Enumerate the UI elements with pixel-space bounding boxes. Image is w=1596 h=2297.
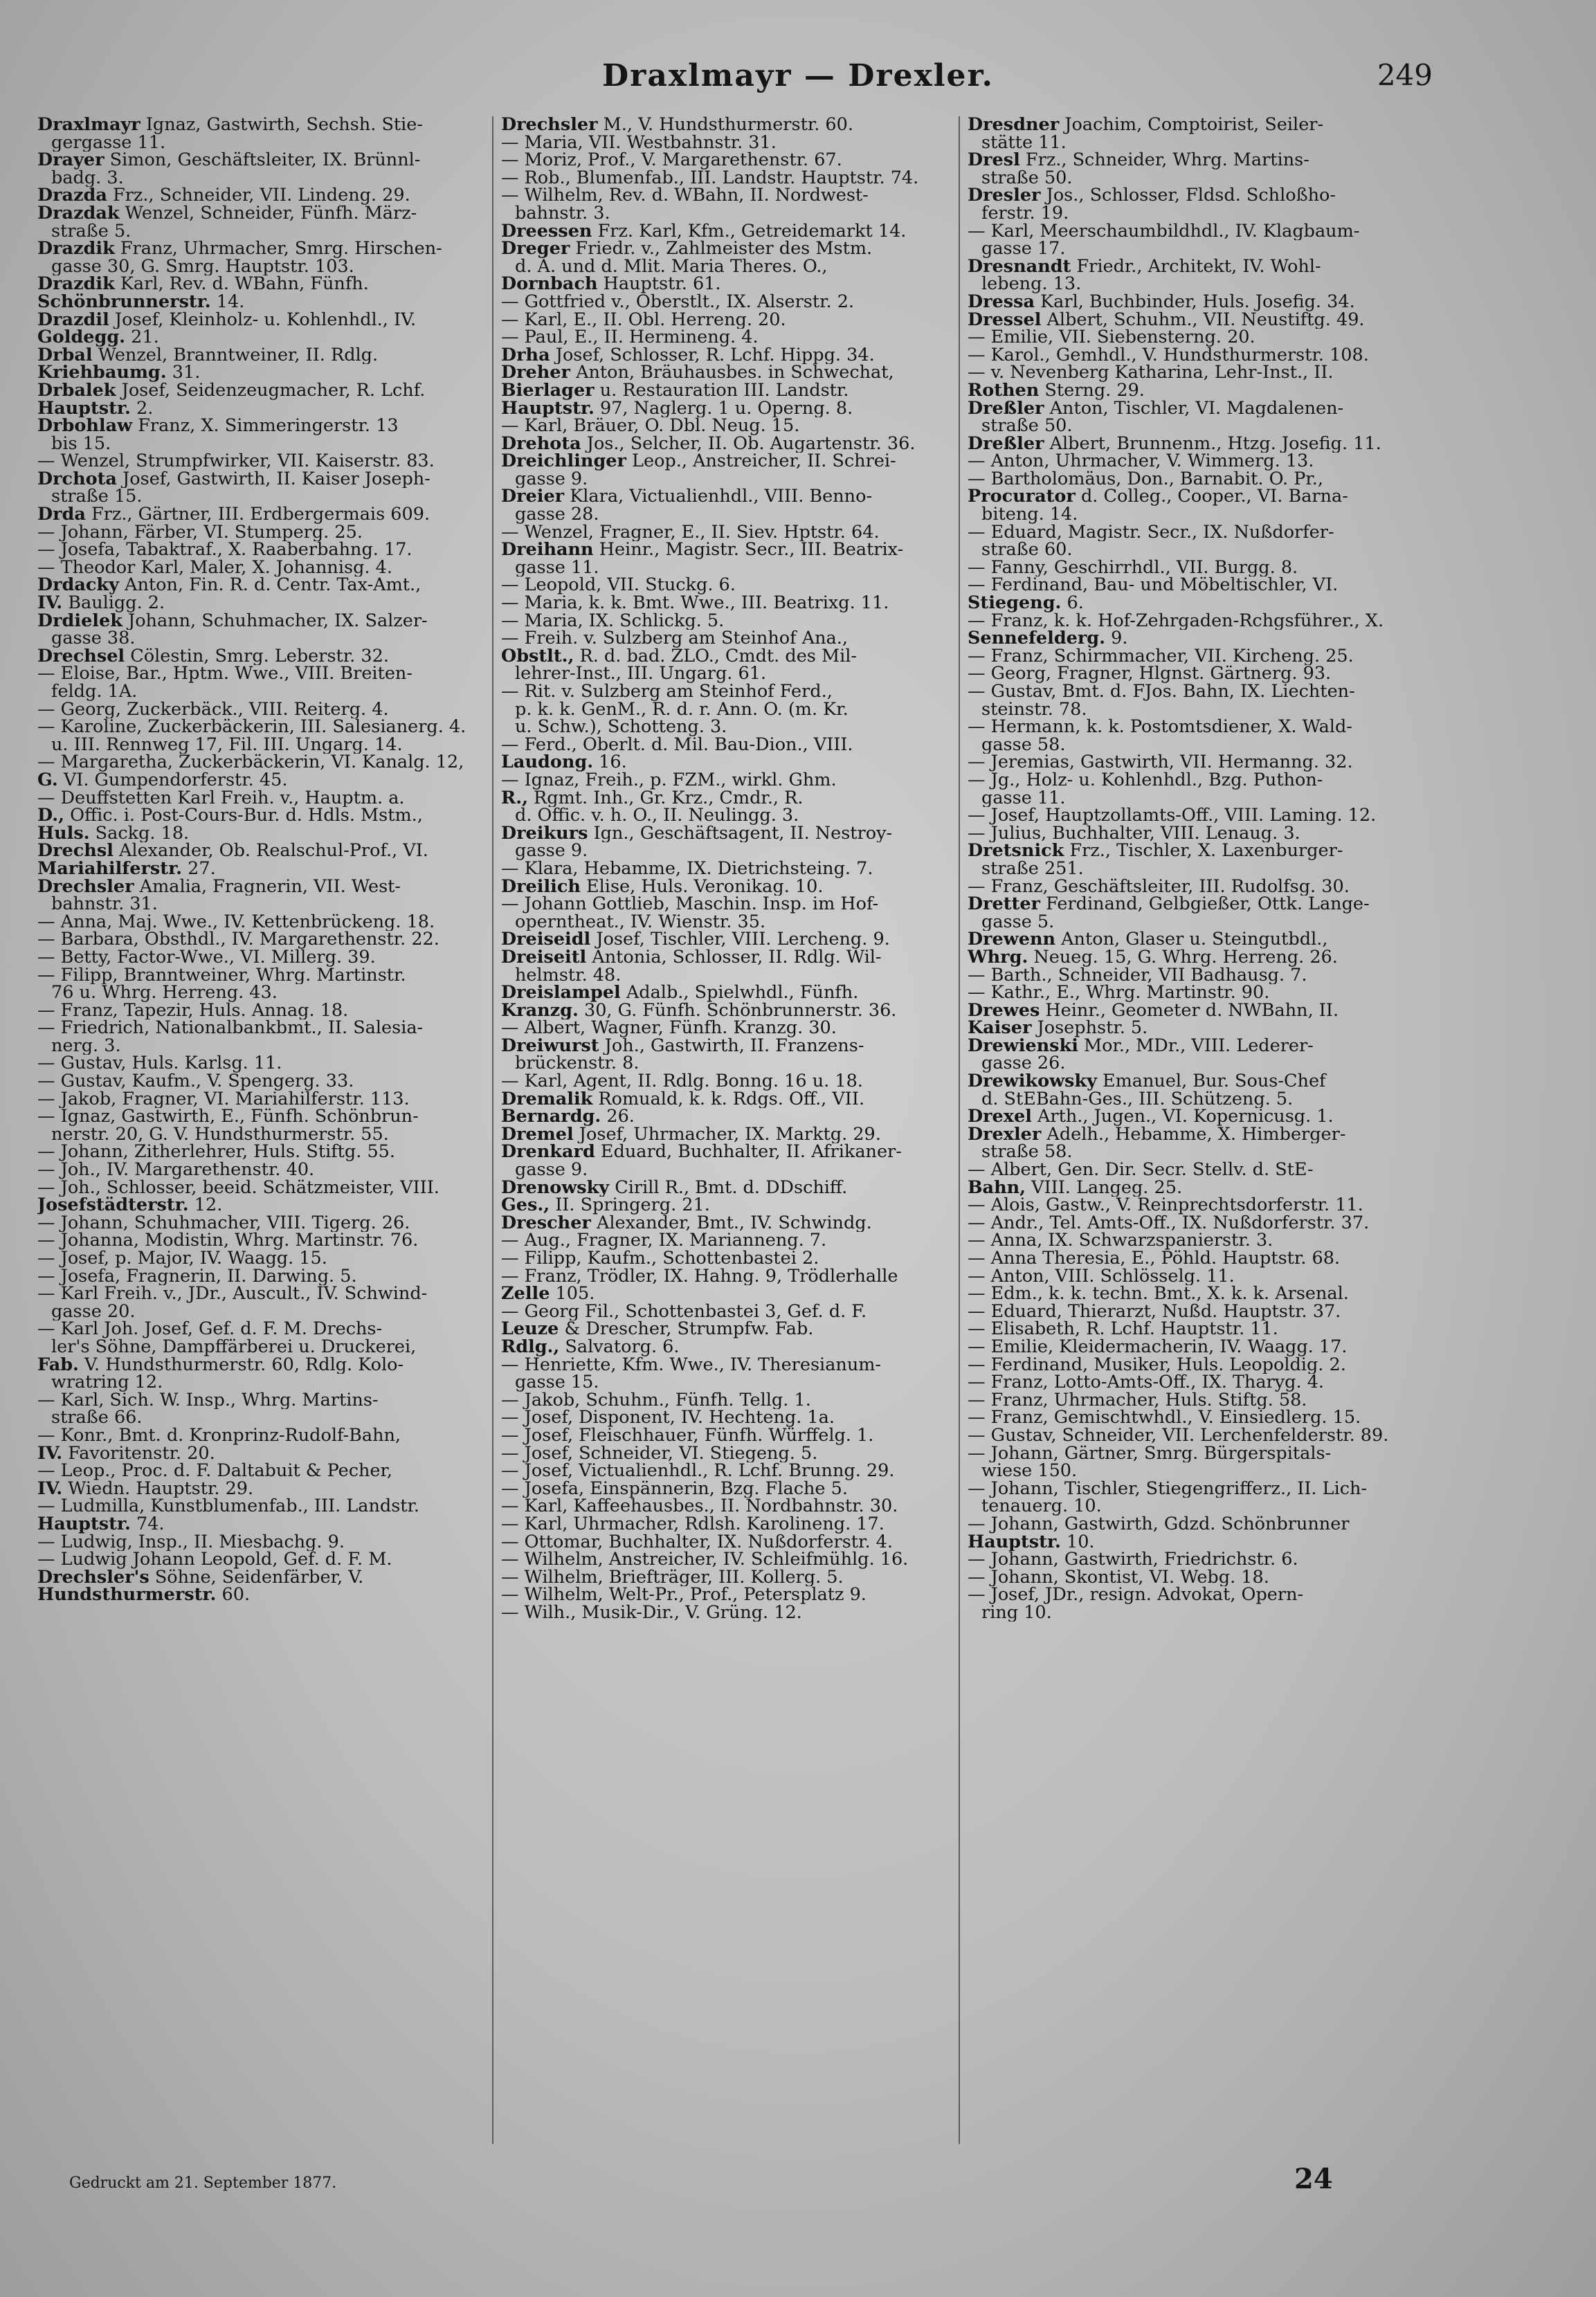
directory-line: — Karl, Bräuer, O. Dbl. Neug. 15. xyxy=(501,417,800,435)
directory-line: — Franz, Schirmmacher, VII. Kircheng. 25. xyxy=(968,647,1354,666)
directory-line: Drazdik Karl, Rev. d. WBahn, Fünfh. xyxy=(37,275,369,293)
directory-line: — Eduard, Thierarzt, Nußd. Hauptstr. 37. xyxy=(968,1302,1341,1321)
directory-line: Dreiwurst Joh., Gastwirth, II. Franzens- xyxy=(501,1037,864,1055)
directory-line: — Ferdinand, Musiker, Huls. Leopoldig. 2. xyxy=(968,1356,1346,1374)
directory-line: badg. 3. xyxy=(51,169,124,188)
directory-line: — Emilie, VII. Siebensterng. 20. xyxy=(968,329,1255,347)
directory-line: — Karl Freih. v., JDr., Auscult., IV. Schwind- xyxy=(37,1285,428,1303)
directory-line: — Josef, p. Major, IV. Waagg. 15. xyxy=(37,1250,327,1268)
directory-line: Drda Frz., Gärtner, III. Erdbergermais 609. xyxy=(37,506,430,524)
directory-line: Goldegg. 21. xyxy=(37,329,159,347)
directory-line: — Filipp, Kaufm., Schottenbastei 2. xyxy=(501,1250,819,1268)
directory-line: Kranzg. 30, G. Fünfh. Schönbrunnerstr. 36. xyxy=(501,1001,897,1020)
directory-line: — Wenzel, Strumpfwirker, VII. Kaiserstr. 83. xyxy=(37,453,435,471)
directory-line: — Karoline, Zuckerbäckerin, III. Salesianerg. 4. xyxy=(37,718,466,736)
directory-line: steinstr. 78. xyxy=(981,700,1087,719)
directory-line: Dreichlinger Leop., Anstreicher, II. Schrei- xyxy=(501,453,896,471)
directory-line: Drha Josef, Schlosser, R. Lchf. Hippg. 34. xyxy=(501,346,875,365)
directory-line: straße 50. xyxy=(981,169,1073,188)
directory-line: IV. Bauligg. 2. xyxy=(37,594,165,612)
directory-line: — Aug., Fragner, IX. Marianneng. 7. xyxy=(501,1232,827,1250)
directory-line: — Franz, Tapezir, Huls. Annag. 18. xyxy=(37,1001,349,1020)
directory-line: Laudong. 16. xyxy=(501,754,627,772)
directory-line: Schönbrunnerstr. 14. xyxy=(37,293,245,311)
directory-line: Drechsler's Söhne, Seidenfärber, V. xyxy=(37,1568,364,1587)
directory-line: d. Offic. v. h. O., II. Neulingg. 3. xyxy=(515,807,799,825)
directory-line: — Kathr., E., Whrg. Martinstr. 90. xyxy=(968,984,1270,1002)
directory-line: — Wilhelm, Briefträger, III. Kollerg. 5. xyxy=(501,1568,844,1587)
directory-line: — Albert, Wagner, Fünfh. Kranzg. 30. xyxy=(501,1019,837,1037)
directory-line: — Karol., Gemhdl., V. Hundsthurmerstr. 108. xyxy=(968,346,1369,365)
directory-line: Drechsler M., V. Hundsthurmerstr. 60. xyxy=(501,116,853,134)
directory-line: — Karl, Meerschaumbildhdl., IV. Klagbaum- xyxy=(968,222,1360,241)
directory-line: Drazdik Franz, Uhrmacher, Smrg. Hirschen- xyxy=(37,240,442,258)
directory-line: nerg. 3. xyxy=(51,1037,121,1055)
directory-column-1 xyxy=(37,116,487,1604)
directory-line: ler's Söhne, Dampffärberei u. Druckerei, xyxy=(51,1338,417,1356)
directory-line: — Wilhelm, Anstreicher, IV. Schleifmühlg. 16. xyxy=(501,1551,909,1569)
directory-line: Hundsthurmerstr. 60. xyxy=(37,1586,251,1604)
directory-line: Dreßler Albert, Brunnenm., Htzg. Josefig. 11. xyxy=(968,435,1381,453)
directory-line: lebeng. 13. xyxy=(981,275,1082,293)
directory-line: — Rit. v. Sulzberg am Steinhof Ferd., xyxy=(501,683,833,701)
directory-line: Dretter Ferdinand, Gelbgießer, Ottk. Lange- xyxy=(968,896,1370,914)
directory-line: tenauerg. 10. xyxy=(981,1498,1102,1516)
directory-line: straße 5. xyxy=(51,222,132,241)
directory-line: gergasse 11. xyxy=(51,134,166,152)
directory-line: — Georg, Zuckerbäck., VIII. Reiterg. 4. xyxy=(37,700,389,719)
directory-line: Hauptstr. 2. xyxy=(37,399,154,418)
directory-line: Rothen Sterng. 29. xyxy=(968,381,1145,400)
directory-line: Rdlg., Salvatorg. 6. xyxy=(501,1338,680,1356)
directory-line: Hauptstr. 74. xyxy=(37,1515,165,1534)
directory-line: Leuze & Drescher, Strumpfw. Fab. xyxy=(501,1320,814,1338)
directory-line: — Josef, Victualienhdl., R. Lchf. Brunng. 29. xyxy=(501,1462,895,1480)
directory-line: — Josefa, Tabaktraf., X. Raaberbahng. 17. xyxy=(37,541,412,559)
directory-line: Dreihann Heinr., Magistr. Secr., III. Beatrix- xyxy=(501,541,904,559)
directory-line: bahnstr. 3. xyxy=(515,204,610,223)
directory-line: — Karl, Agent, II. Rdlg. Bonng. 16 u. 18. xyxy=(501,1073,863,1091)
directory-line: — Fanny, Geschirrhdl., VII. Burgg. 8. xyxy=(968,559,1298,577)
directory-line: Drewikowsky Emanuel, Bur. Sous-Chef xyxy=(968,1073,1326,1091)
directory-line: — Wilhelm, Welt-Pr., Prof., Petersplatz 9. xyxy=(501,1586,867,1604)
directory-line: — Johanna, Modistin, Whrg. Martinstr. 76. xyxy=(37,1232,419,1250)
directory-line: — Franz, Lotto-Amts-Off., IX. Tharyg. 4. xyxy=(968,1374,1325,1392)
directory-line: Dreier Klara, Victualienhdl., VIII. Benno- xyxy=(501,488,873,507)
directory-line: Dreher Anton, Bräuhausbes. in Schwechat, xyxy=(501,364,894,382)
directory-column-2 xyxy=(501,116,951,1622)
directory-line: — Karl, Uhrmacher, Rdlsh. Karolineng. 17. xyxy=(501,1515,885,1534)
directory-line: — Leop., Proc. d. F. Daltabuit & Pecher, xyxy=(37,1462,392,1480)
directory-line: — Johann, Gastwirth, Gdzd. Schönbrunner xyxy=(968,1515,1350,1534)
directory-line: — Gottfried v., Oberstlt., IX. Alserstr. 2. xyxy=(501,293,855,311)
page-header xyxy=(0,54,1596,116)
directory-line: Dreger Friedr. v., Zahlmeister des Mstm. xyxy=(501,240,873,258)
directory-line: straße 15. xyxy=(51,488,143,507)
directory-line: gasse 5. xyxy=(981,913,1055,932)
directory-line: Bahn, VIII. Langeg. 25. xyxy=(968,1179,1183,1197)
directory-line: — Anton, VIII. Schlösselg. 11. xyxy=(968,1267,1235,1286)
directory-line: wratring 12. xyxy=(51,1374,163,1392)
directory-line: — Georg Fil., Schottenbastei 3, Gef. d. F. xyxy=(501,1302,867,1321)
directory-line: u. III. Rennweg 17, Fil. III. Ungarg. 14. xyxy=(51,736,403,754)
directory-line: Ges., II. Springerg. 21. xyxy=(501,1197,710,1215)
page-title: Draxlmayr — Drexler. xyxy=(602,58,994,93)
directory-line: Dresl Frz., Schneider, Whrg. Martins- xyxy=(968,152,1309,170)
directory-line: — Ignaz, Freih., p. FZM., wirkl. Ghm. xyxy=(501,771,837,790)
directory-line: d. A. und d. Mlit. Maria Theres. O., xyxy=(515,257,828,276)
directory-line: — Anna, IX. Schwarzspanierstr. 3. xyxy=(968,1232,1273,1250)
directory-line: — Konr., Bmt. d. Kronprinz-Rudolf-Bahn, xyxy=(37,1426,401,1445)
directory-line: — Josef, Schneider, VI. Stiegeng. 5. xyxy=(501,1444,818,1463)
directory-line: — Karl, Sich. W. Insp., Whrg. Martins- xyxy=(37,1391,379,1410)
directory-line: Stiegeng. 6. xyxy=(968,594,1084,612)
directory-line: — Josefa, Fragnerin, II. Darwing. 5. xyxy=(37,1267,357,1286)
directory-line: Dreßler Anton, Tischler, VI. Magdalenen- xyxy=(968,399,1344,418)
directory-line: gasse 11. xyxy=(515,559,599,577)
directory-line: — Franz, k. k. Hof-Zehrgaden-Rchgsführer., X. xyxy=(968,612,1384,630)
column-divider xyxy=(492,116,493,2144)
directory-line: gasse 26. xyxy=(981,1055,1066,1073)
directory-line: — Franz, Trödler, IX. Hahng. 9, Trödlerhalle xyxy=(501,1267,898,1286)
directory-line: — Johann, Skontist, VI. Webg. 18. xyxy=(968,1568,1269,1587)
directory-line: — Betty, Factor-Wwe., VI. Millerg. 39. xyxy=(37,948,376,967)
directory-line: Drexler Adelh., Hebamme, X. Himberger- xyxy=(968,1125,1346,1144)
directory-line: — Henriette, Kfm. Wwe., IV. Theresianum- xyxy=(501,1356,882,1374)
print-date-note: Gedruckt am 21. September 1877. xyxy=(69,2175,337,2192)
directory-line: — Johann, Gastwirth, Friedrichstr. 6. xyxy=(968,1551,1298,1569)
directory-line: Kaiser Josephstr. 5. xyxy=(968,1019,1148,1037)
directory-line: — Paul, E., II. Hermineng. 4. xyxy=(501,329,759,347)
directory-line: — Ferd., Oberlt. d. Mil. Bau-Dion., VIII. xyxy=(501,736,853,754)
directory-line: Dornbach Hauptstr. 61. xyxy=(501,275,721,293)
directory-line: Dreiseidl Josef, Tischler, VIII. Lercheng. 9. xyxy=(501,931,890,949)
page-number: 249 xyxy=(1377,58,1433,92)
directory-line: — Karl, Kaffeehausbes., II. Nordbahnstr. 30. xyxy=(501,1498,898,1516)
directory-line: Drenowsky Cirill R., Bmt. d. DDschiff. xyxy=(501,1179,848,1197)
directory-line: wiese 150. xyxy=(981,1462,1078,1480)
directory-line: bahnstr. 31. xyxy=(51,896,158,914)
directory-line: gasse 17. xyxy=(981,240,1066,258)
directory-line: — Anna Theresia, E., Pöhld. Hauptstr. 68. xyxy=(968,1250,1341,1268)
directory-line: — v. Nevenberg Katharina, Lehr-Inst., II. xyxy=(968,364,1334,382)
directory-line: helmstr. 48. xyxy=(515,966,622,985)
directory-line: operntheat., IV. Wienstr. 35. xyxy=(515,913,766,932)
directory-line: — Alois, Gastw., V. Reinprechtsdorferstr. 11. xyxy=(968,1197,1363,1215)
directory-line: D., Offic. i. Post-Cours-Bur. d. Hdls. Mstm., xyxy=(37,807,423,825)
directory-line: Drbal Wenzel, Branntweiner, II. Rdlg. xyxy=(37,346,379,365)
directory-line: — Freih. v. Sulzberg am Steinhof Ana., xyxy=(501,630,848,648)
directory-line: Bernardg. 26. xyxy=(501,1108,635,1126)
directory-line: — Julius, Buchhalter, VIII. Lenaug. 3. xyxy=(968,824,1300,843)
directory-line: Huls. Sackg. 18. xyxy=(37,824,190,843)
directory-line: Dresler Jos., Schlosser, Fldsd. Schloßho- xyxy=(968,187,1336,205)
directory-line: gasse 9. xyxy=(515,842,588,860)
directory-line: Drdielek Johann, Schuhmacher, IX. Salzer- xyxy=(37,612,428,630)
directory-line: Drechsel Cölestin, Smrg. Leberstr. 32. xyxy=(37,647,389,666)
directory-line: — Wenzel, Fragner, E., II. Siev. Hptstr. 64. xyxy=(501,523,880,542)
directory-line: — Albert, Gen. Dir. Secr. Stellv. d. StE- xyxy=(968,1161,1314,1179)
directory-line: Josefstädterstr. 12. xyxy=(37,1197,223,1215)
directory-line: — Ferdinand, Bau- und Möbeltischler, VI. xyxy=(968,576,1339,595)
directory-line: ferstr. 19. xyxy=(981,204,1069,223)
directory-line: — Josefa, Einspännerin, Bzg. Flache 5. xyxy=(501,1480,848,1498)
directory-line: — Barth., Schneider, VII Badhausg. 7. xyxy=(968,966,1307,985)
directory-line: — Ludmilla, Kunstblumenfab., III. Landstr. xyxy=(37,1498,420,1516)
directory-line: straße 60. xyxy=(981,541,1073,559)
directory-line: — Karl Joh. Josef, Gef. d. F. M. Drechs- xyxy=(37,1320,383,1338)
directory-line: — Jakob, Schuhm., Fünfh. Tellg. 1. xyxy=(501,1391,811,1410)
directory-line: — Johann, Tischler, Stiegengrifferz., II. Lich- xyxy=(968,1480,1368,1498)
directory-line: — Karl, E., II. Obl. Herreng. 20. xyxy=(501,311,786,329)
directory-line: — Barbara, Obsthdl., IV. Margarethenstr. 22. xyxy=(37,931,439,949)
directory-line: — Emilie, Kleidermacherin, IV. Waagg. 17. xyxy=(968,1338,1348,1356)
directory-line: — Johann, Schuhmacher, VIII. Tigerg. 26. xyxy=(37,1214,410,1233)
directory-line: — Franz, Uhrmacher, Huls. Stiftg. 58. xyxy=(968,1391,1307,1410)
directory-line: gasse 58. xyxy=(981,736,1066,754)
directory-line: Dremalik Romuald, k. k. Rdgs. Off., VII. xyxy=(501,1090,865,1109)
directory-line: Drayer Simon, Geschäftsleiter, IX. Brünnl- xyxy=(37,152,421,170)
directory-line: lehrer-Inst., III. Ungarg. 61. xyxy=(515,665,767,683)
directory-line: — Johann, Zitherlehrer, Huls. Stiftg. 55. xyxy=(37,1143,395,1162)
directory-line: — Ludwig, Insp., II. Miesbachg. 9. xyxy=(37,1533,345,1552)
directory-line: Obstlt., R. d. bad. ZLO., Cmdt. des Mil- xyxy=(501,647,858,666)
directory-line: Drewienski Mor., MDr., VIII. Lederer- xyxy=(968,1037,1314,1055)
directory-line: Dremel Josef, Uhrmacher, IX. Marktg. 29. xyxy=(501,1125,881,1144)
directory-line: — Georg, Fragner, Hlgnst. Gärtnerg. 93. xyxy=(968,665,1332,683)
directory-line: IV. Favoritenstr. 20. xyxy=(37,1444,215,1463)
directory-line: — Maria, IX. Schlickg. 5. xyxy=(501,612,725,630)
directory-line: gasse 15. xyxy=(515,1374,599,1392)
directory-line: Drdacky Anton, Fin. R. d. Centr. Tax-Amt., xyxy=(37,576,421,595)
directory-line: gasse 9. xyxy=(515,1161,588,1179)
directory-line: stätte 11. xyxy=(981,134,1067,152)
directory-line: — Gustav, Bmt. d. FJos. Bahn, IX. Liechten- xyxy=(968,683,1355,701)
directory-line: gasse 30, G. Smrg. Hauptstr. 103. xyxy=(51,257,354,276)
directory-line: gasse 9. xyxy=(515,470,588,489)
directory-line: Dreislampel Adalb., Spielwhdl., Fünfh. xyxy=(501,984,859,1002)
directory-line: — Maria, VII. Westbahnstr. 31. xyxy=(501,134,777,152)
directory-line: — Jakob, Fragner, VI. Mariahilferstr. 113. xyxy=(37,1090,410,1109)
directory-line: bis 15. xyxy=(51,435,111,453)
directory-line: Dretsnick Frz., Tischler, X. Laxenburger- xyxy=(968,842,1343,860)
directory-line: ring 10. xyxy=(981,1604,1052,1622)
directory-line: p. k. k. GenM., R. d. r. Ann. O. (m. Kr. xyxy=(515,700,849,719)
directory-line: u. Schw.), Schotteng. 3. xyxy=(515,718,727,736)
directory-column-3 xyxy=(968,116,1417,1622)
directory-line: — Jeremias, Gastwirth, VII. Hermanng. 32. xyxy=(968,754,1353,772)
directory-line: Dreilich Elise, Huls. Veronikag. 10. xyxy=(501,878,824,896)
directory-line: Drenkard Eduard, Buchhalter, II. Afrikaner- xyxy=(501,1143,902,1162)
directory-line: brückenstr. 8. xyxy=(515,1055,640,1073)
directory-line: R., Rgmt. Inh., Gr. Krz., Cmdr., R. xyxy=(501,789,804,808)
directory-line: — Josef, Fleischhauer, Fünfh. Würffelg. 1. xyxy=(501,1426,874,1445)
directory-line: 76 u. Whrg. Herreng. 43. xyxy=(51,984,278,1002)
directory-line: feldg. 1A. xyxy=(51,683,138,701)
directory-line: — Hermann, k. k. Postomtsdiener, X. Wald- xyxy=(968,718,1352,736)
directory-line: gasse 38. xyxy=(51,630,136,648)
directory-line: Drexel Arth., Jugen., VI. Kopernicusg. 1. xyxy=(968,1108,1334,1126)
directory-line: — Ludwig Johann Leopold, Gef. d. F. M. xyxy=(37,1551,392,1569)
directory-line: Drewenn Anton, Glaser u. Steingutbdl., xyxy=(968,931,1328,949)
directory-line: — Anna, Maj. Wwe., IV. Kettenbrückeng. 18. xyxy=(37,913,435,932)
directory-line: Hauptstr. 10. xyxy=(968,1533,1095,1552)
directory-line: — Gustav, Kaufm., V. Spengerg. 33. xyxy=(37,1073,354,1091)
directory-line: — Eloise, Bar., Hptm. Wwe., VIII. Breiten- xyxy=(37,665,412,683)
directory-line: — Gustav, Huls. Karlsg. 11. xyxy=(37,1055,282,1073)
directory-line: — Bartholomäus, Don., Barnabit. O. Pr., xyxy=(968,470,1323,489)
directory-line: — Franz, Geschäftsleiter, III. Rudolfsg. 30. xyxy=(968,878,1350,896)
directory-line: Drazdil Josef, Kleinholz- u. Kohlenhdl., IV. xyxy=(37,311,417,329)
directory-line: — Johann, Färber, VI. Stumperg. 25. xyxy=(37,523,363,542)
directory-line: Draxlmayr Ignaz, Gastwirth, Sechsh. Stie- xyxy=(37,116,424,134)
directory-line: Drechsler Amalia, Fragnerin, VII. West- xyxy=(37,878,401,896)
directory-line: — Theodor Karl, Maler, X. Johannisg. 4. xyxy=(37,559,392,577)
directory-line: — Maria, k. k. Bmt. Wwe., III. Beatrixg. 11. xyxy=(501,594,889,612)
directory-line: Drehota Jos., Selcher, II. Ob. Augartenstr. 36. xyxy=(501,435,916,453)
directory-line: — Jg., Holz- u. Kohlenhdl., Bzg. Puthon- xyxy=(968,771,1323,790)
directory-line: Drewes Heinr., Geometer d. NWBahn, II. xyxy=(968,1001,1339,1020)
directory-line: Procurator d. Colleg., Cooper., VI. Barna- xyxy=(968,488,1348,507)
directory-line: — Ottomar, Buchhalter, IX. Nußdorferstr. 4. xyxy=(501,1533,893,1552)
directory-line: Dreikurs Ign., Geschäftsagent, II. Nestroy- xyxy=(501,824,893,843)
directory-line: nerstr. 20, G. V. Hundsthurmerstr. 55. xyxy=(51,1125,389,1144)
directory-line: — Edm., k. k. techn. Bmt., X. k. k. Arsenal. xyxy=(968,1285,1349,1303)
directory-line: — Rob., Blumenfab., III. Landstr. Hauptstr. 74. xyxy=(501,169,919,188)
directory-line: Bierlager u. Restauration III. Landstr. xyxy=(501,381,849,400)
directory-line: straße 66. xyxy=(51,1409,143,1427)
directory-line: G. VI. Gumpendorferstr. 45. xyxy=(37,771,288,790)
directory-line: — Elisabeth, R. Lchf. Hauptstr. 11. xyxy=(968,1320,1278,1338)
directory-line: Drazdak Wenzel, Schneider, Fünfh. März- xyxy=(37,204,417,223)
directory-line: — Josef, JDr., resign. Advokat, Opern- xyxy=(968,1586,1304,1604)
directory-line: — Gustav, Schneider, VII. Lerchenfelderstr. 89. xyxy=(968,1426,1389,1445)
directory-line: Dreessen Frz. Karl, Kfm., Getreidemarkt 14. xyxy=(501,222,907,241)
directory-line: — Leopold, VII. Stuckg. 6. xyxy=(501,576,736,595)
directory-line: Drescher Alexander, Bmt., IV. Schwindg. xyxy=(501,1214,872,1233)
directory-line: — Klara, Hebamme, IX. Dietrichsteing. 7. xyxy=(501,860,873,878)
directory-line: Dresdner Joachim, Comptoirist, Seiler- xyxy=(968,116,1324,134)
directory-line: Dressa Karl, Buchbinder, Huls. Josefig. 34. xyxy=(968,293,1355,311)
directory-line: Drechsl Alexander, Ob. Realschul-Prof., VI. xyxy=(37,842,428,860)
directory-line: Dreiseitl Antonia, Schlosser, II. Rdlg. Wil- xyxy=(501,948,882,967)
directory-line: — Franz, Gemischtwhdl., V. Einsiedlerg. 15. xyxy=(968,1409,1361,1427)
directory-line: — Joh., Schlosser, beeid. Schätzmeister, VIII. xyxy=(37,1179,439,1197)
directory-line: — Friedrich, Nationalbankbmt., II. Salesia- xyxy=(37,1019,424,1037)
directory-line: biteng. 14. xyxy=(981,506,1078,524)
directory-line: — Moriz, Prof., V. Margarethenstr. 67. xyxy=(501,152,842,170)
directory-line: Zelle 105. xyxy=(501,1285,595,1303)
directory-line: — Josef, Disponent, IV. Hechteng. 1a. xyxy=(501,1409,835,1427)
directory-line: Drazda Frz., Schneider, VII. Lindeng. 29. xyxy=(37,187,410,205)
column-divider xyxy=(959,116,960,2144)
directory-line: straße 251. xyxy=(981,860,1084,878)
directory-line: Kriehbaumg. 31. xyxy=(37,364,201,382)
signature-number: 24 xyxy=(1294,2163,1333,2195)
directory-line: — Johann Gottlieb, Maschin. Insp. im Hof- xyxy=(501,896,879,914)
directory-line: — Deuffstetten Karl Freih. v., Hauptm. a. xyxy=(37,789,405,808)
directory-line: — Wilh., Musik-Dir., V. Grüng. 12. xyxy=(501,1604,802,1622)
directory-line: Dresnandt Friedr., Architekt, IV. Wohl- xyxy=(968,257,1321,276)
directory-line: — Joh., IV. Margarethenstr. 40. xyxy=(37,1161,315,1179)
directory-line: IV. Wiedn. Hauptstr. 29. xyxy=(37,1480,254,1498)
directory-line: — Andr., Tel. Amts-Off., IX. Nußdorferstr. 37. xyxy=(968,1214,1370,1233)
directory-line: straße 58. xyxy=(981,1143,1073,1162)
directory-line: Fab. V. Hundsthurmerstr. 60, Rdlg. Kolo- xyxy=(37,1356,404,1374)
directory-line: Drbalek Josef, Seidenzeugmacher, R. Lchf. xyxy=(37,381,426,400)
directory-line: — Margaretha, Zuckerbäckerin, VI. Kanalg. 12, xyxy=(37,754,464,772)
directory-line: — Anton, Uhrmacher, V. Wimmerg. 13. xyxy=(968,453,1314,471)
directory-line: — Wilhelm, Rev. d. WBahn, II. Nordwest- xyxy=(501,187,869,205)
directory-line: Whrg. Neueg. 15, G. Whrg. Herreng. 26. xyxy=(968,948,1338,967)
directory-line: — Eduard, Magistr. Secr., IX. Nußdorfer- xyxy=(968,523,1334,542)
directory-line: Sennefelderg. 9. xyxy=(968,630,1128,648)
directory-line: — Ignaz, Gastwirth, E., Fünfh. Schönbrun- xyxy=(37,1108,419,1126)
directory-line: d. StEBahn-Ges., III. Schützeng. 5. xyxy=(981,1090,1294,1109)
directory-line: gasse 28. xyxy=(515,506,599,524)
directory-line: Dressel Albert, Schuhm., VII. Neustiftg. 49. xyxy=(968,311,1365,329)
directory-line: Hauptstr. 97, Naglerg. 1 u. Operng. 8. xyxy=(501,399,853,418)
directory-line: Drbohlaw Franz, X. Simmeringerstr. 13 xyxy=(37,417,399,435)
directory-line: gasse 20. xyxy=(51,1302,136,1321)
directory-line: gasse 11. xyxy=(981,789,1066,808)
directory-line: — Johann, Gärtner, Smrg. Bürgerspitals- xyxy=(968,1444,1332,1463)
directory-line: Mariahilferstr. 27. xyxy=(37,860,216,878)
directory-line: Drchota Josef, Gastwirth, II. Kaiser Joseph- xyxy=(37,470,430,489)
directory-line: — Josef, Hauptzollamts-Off., VIII. Laming. 12. xyxy=(968,807,1377,825)
directory-line: — Filipp, Branntweiner, Whrg. Martinstr. xyxy=(37,966,406,985)
directory-line: straße 50. xyxy=(981,417,1073,435)
